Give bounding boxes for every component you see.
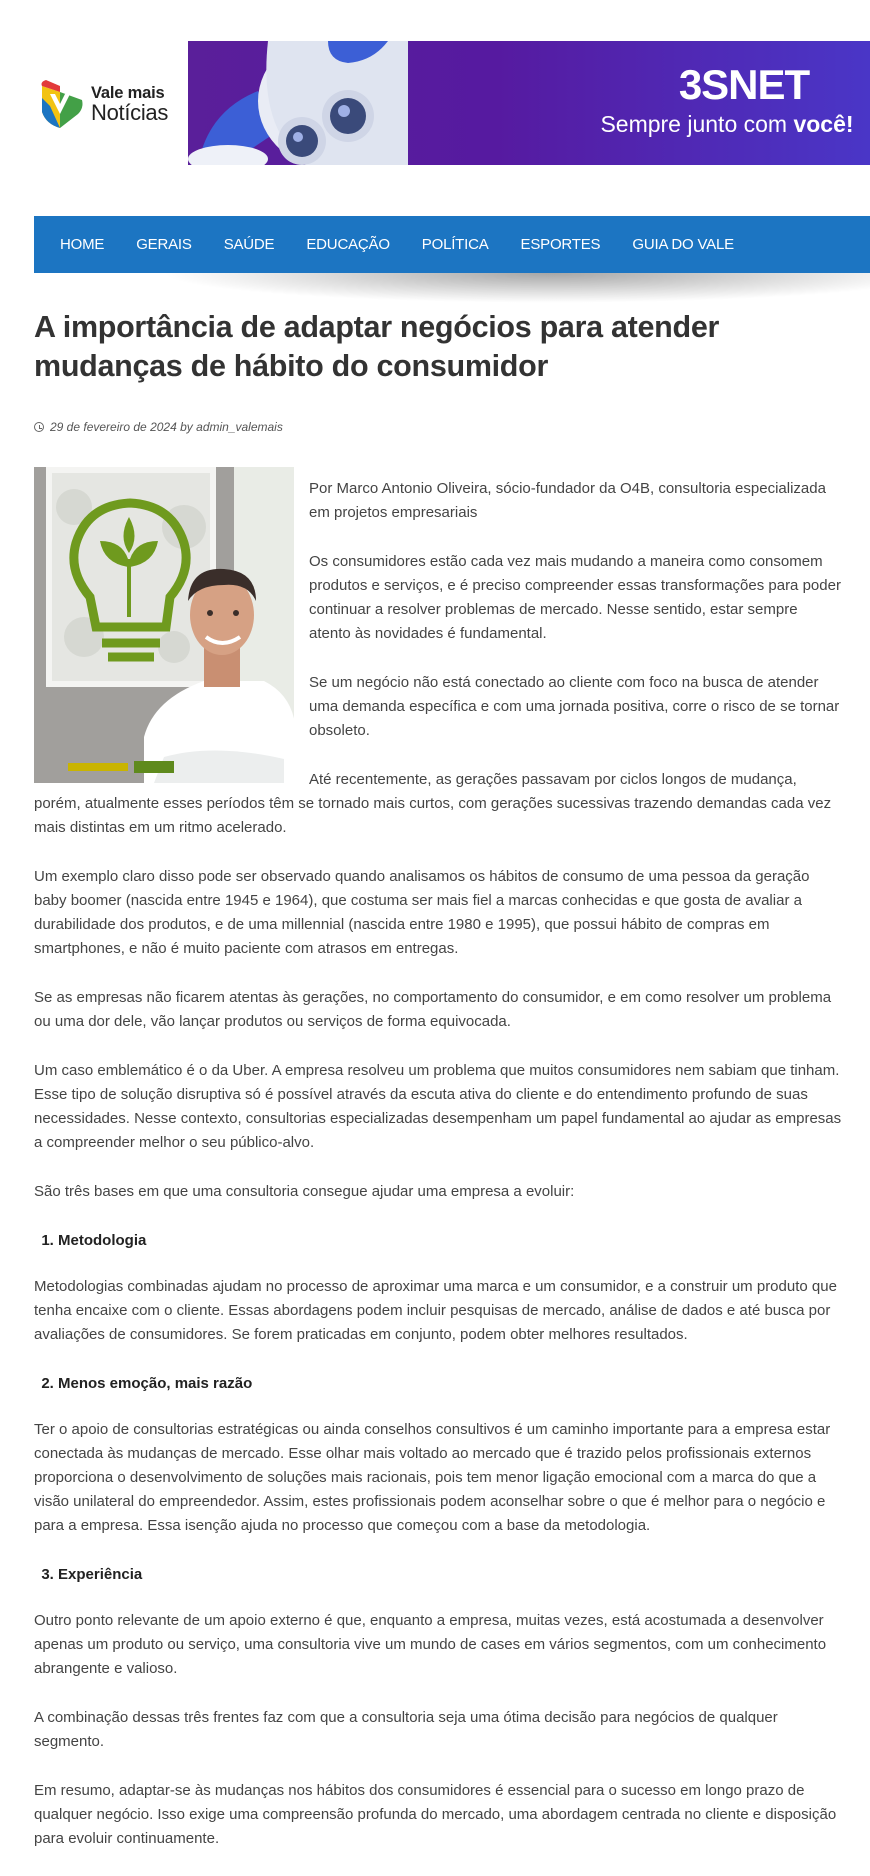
article-date: 29 de fevereiro de 2024	[50, 420, 177, 434]
list-base-1	[34, 1229, 842, 1253]
nav-item-saude[interactable]: SAÚDE	[223, 236, 275, 253]
list-item-heading: 1. Metodologia	[58, 1229, 842, 1253]
logo-v-icon	[38, 78, 84, 130]
article-paragraph: A combinação dessas três frentes faz com que a consultoria seja uma ótima decisão para negócios de qualquer segmento.	[34, 1709, 778, 1750]
list-base-3	[34, 1563, 842, 1587]
ad-banner[interactable]	[188, 41, 870, 165]
article-body	[34, 467, 842, 1876]
ad-slogan-text: Sempre junto com	[600, 111, 794, 137]
list-item-heading: 2. Menos emoção, mais razão	[58, 1372, 842, 1396]
article-paragraph: São três bases em que uma consultoria consegue ajudar uma empresa a evoluir:	[34, 1183, 575, 1200]
article-paragraph: Ter o apoio de consultorias estratégicas ou ainda conselhos consultivos é um caminho importante para a empresa estar conectada às mudanças de mercado. Esse olhar mais voltado ao mercado que é trazido pelos profissionais externos proporciona o desenvolvimento de soluções mais racionais, pois tem menor ligação emocional com a marca do que a visão unilateral do empreendedor. Assim, estes profissionais podem aconselhar sobre o que é melhor para o negócio e para a empresa. Essa isenção ajuda no processo que começou com a base da metodologia.	[34, 1421, 831, 1534]
nav-shadow	[160, 273, 870, 303]
article-by: by	[180, 420, 193, 434]
ad-slogan-emphasis: você!	[793, 111, 854, 137]
list-base-2	[34, 1372, 842, 1396]
article-paragraph: Se as empresas não ficarem atentas às gerações, no comportamento do consumidor, e em como resolver um problema ou uma dor dele, vão lançar produtos ou serviços de forma equivocada.	[34, 989, 832, 1030]
nav-item-home[interactable]: HOME	[60, 236, 105, 253]
article-paragraph: Metodologias combinadas ajudam no processo de aproximar uma marca e um consumidor, e a construir um produto que tenha encaixe com o cliente. Essas abordagens podem incluir pesquisas de mercado, análise de dados e até busca por avaliações de consumidores. Se forem praticadas em conjunto, podem obter melhores resultados.	[34, 1278, 837, 1343]
article-paragraph: Em resumo, adaptar-se às mudanças nos hábitos dos consumidores é essencial para o sucesso em longo prazo de qualquer negócio. Isso exige uma compreensão profunda do mercado, uma abordagem centrada no cliente e disposição para evoluir continuamente.	[34, 1782, 837, 1847]
article-paragraph: Os consumidores estão cada vez mais mudando a maneira como consomem produtos e serviços, e é preciso compreender essas transformações para poder continuar a resolver problemas de mercado. Nesse sentido, estar sempre atento às novidades é fundamental.	[309, 553, 841, 642]
list-item-heading: 3. Experiência	[58, 1563, 842, 1587]
article-paragraph: Um exemplo claro disso pode ser observado quando analisamos os hábitos de consumo de uma pessoa da geração baby boomer (nascida entre 1945 e 1964), que costuma ser mais fiel a marcas conhecidas e que gosta de avaliar a durabilidade dos produtos, e de uma millennial (nascida entre 1980 e 1995), que possui hábito de compras em smartphones, e não é muito paciente com atrasos em entregas.	[34, 868, 810, 957]
site-logo[interactable]	[38, 78, 168, 130]
article-paragraph: Por Marco Antonio Oliveira, sócio-fundador da O4B, consultoria especializada em projetos empresariais	[309, 480, 826, 521]
nav-item-politica[interactable]: POLÍTICA	[421, 236, 489, 253]
article-title: A importância de adaptar negócios para atender mudanças de hábito do consumidor	[34, 310, 720, 383]
ad-brand: 3SNET	[678, 61, 810, 108]
clock-icon	[34, 422, 44, 432]
article-paragraph: Um caso emblemático é o da Uber. A empresa resolveu um problema que muitos consumidores nem sabiam que tinham. Esse tipo de solução disruptiva só é possível através da escuta ativa do cliente e do entendimento profundo de suas necessidades. Nesse contexto, consultorias especializadas desempenham um papel fundamental ao ajudar as empresas a compreender melhor o seu público-alvo.	[34, 1062, 842, 1151]
ad-slogan	[567, 111, 870, 138]
article-paragraph: Se um negócio não está conectado ao cliente com foco na busca de atender uma demanda específica e com uma jornada positiva, corre o risco de se tornar obsoleto.	[309, 674, 840, 739]
article-meta	[34, 420, 283, 434]
nav-item-educacao[interactable]: EDUCAÇÃO	[306, 236, 390, 253]
nav-item-gerais[interactable]: GERAIS	[136, 236, 192, 253]
photo-spacer	[34, 467, 294, 783]
main-nav	[34, 216, 766, 273]
logo-line-2: Notícias	[91, 100, 169, 125]
rocket-illustration	[188, 41, 408, 165]
article-paragraph: Outro ponto relevante de um apoio externo é que, enquanto a empresa, muitas vezes, está acostumada a desenvolver apenas um produto ou serviço, uma consultoria vive um mundo de cases em vários segmentos, com um conhecimento abrangente e valioso.	[34, 1612, 827, 1677]
article-paragraph: Até recentemente, as gerações passavam por ciclos longos de mudança, porém, atualmente esses períodos têm se tornado mais curtos, com gerações sucessivas trazendo demandas cada vez mais distintas em um ritmo acelerado.	[34, 771, 832, 836]
nav-item-guia-do-vale[interactable]: GUIA DO VALE	[632, 236, 734, 253]
nav-item-esportes[interactable]: ESPORTES	[520, 236, 601, 253]
article-author[interactable]: admin_valemais	[196, 420, 283, 434]
logo-line-1: Vale mais	[91, 84, 165, 102]
